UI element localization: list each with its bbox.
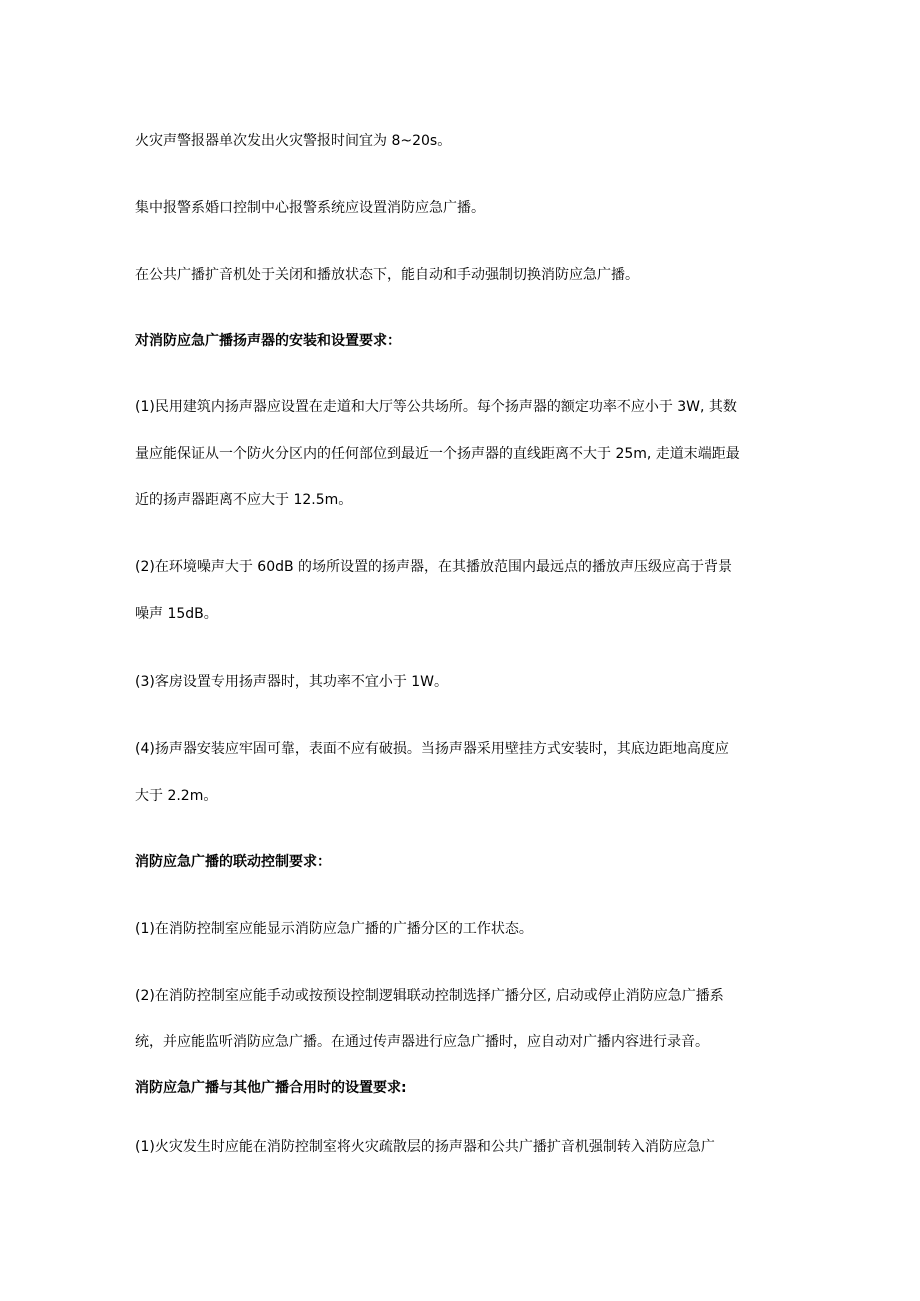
paragraph-line: (2)在环境噪声大于 60dB 的场所设置的扬声器，在其播放范围内最远点的播放声压级应高于背景 — [135, 559, 733, 575]
paragraph-line: (1)火灾发生时应能在消防控制室将火灾疏散层的扬声器和公共广播扩音机强制转入消防应急广 — [135, 1139, 715, 1155]
paragraph-line: (1)民用建筑内扬声器应设置在走道和大厅等公共场所。每个扬声器的额定功率不应小于 3W, 其数 — [135, 399, 737, 415]
paragraph-line: 近的扬声器距离不应大于 12.5m。 — [135, 492, 353, 508]
paragraph-line: 集中报警系婚口控制中心报警系统应设置消防应急广播。 — [135, 200, 485, 216]
paragraph-line: 大于 2.2m。 — [135, 788, 218, 804]
section-heading: 对消防应急广播扬声器的安装和设置要求： — [135, 333, 401, 349]
paragraph-line: 噪声 15dB。 — [135, 606, 218, 622]
paragraph-line: (4)扬声器安装应牢固可靠，表面不应有破损。当扬声器采用壁挂方式安装时，其底边距地高度应 — [135, 741, 729, 757]
paragraph-line: (2)在消防控制室应能手动或按预设控制逻辑联动控制选择广播分区, 启动或停止消防应急广播系 — [135, 988, 724, 1004]
paragraph-line: (3)客房设置专用扬声器时，其功率不宜小于 1W。 — [135, 674, 449, 690]
section-heading: 消防应急广播的联动控制要求： — [135, 854, 331, 870]
section-heading: 消防应急广播与其他广播合用时的设置要求: — [135, 1080, 407, 1096]
paragraph-line: 统，并应能监听消防应急广播。在通过传声器进行应急广播时，应自动对广播内容进行录音。 — [135, 1034, 709, 1050]
paragraph-line: 量应能保证从一个防火分区内的任何部位到最近一个扬声器的直线距离不大于 25m, 走道末端距最 — [135, 446, 740, 462]
paragraph-line: (1)在消防控制室应能显示消防应急广播的广播分区的工作状态。 — [135, 921, 533, 937]
paragraph-line: 火灾声警报器单次发出火灾警报时间宜为 8~20s。 — [135, 133, 452, 149]
paragraph-line: 在公共广播扩音机处于关闭和播放状态下，能自动和手动强制切换消防应急广播。 — [135, 267, 639, 283]
